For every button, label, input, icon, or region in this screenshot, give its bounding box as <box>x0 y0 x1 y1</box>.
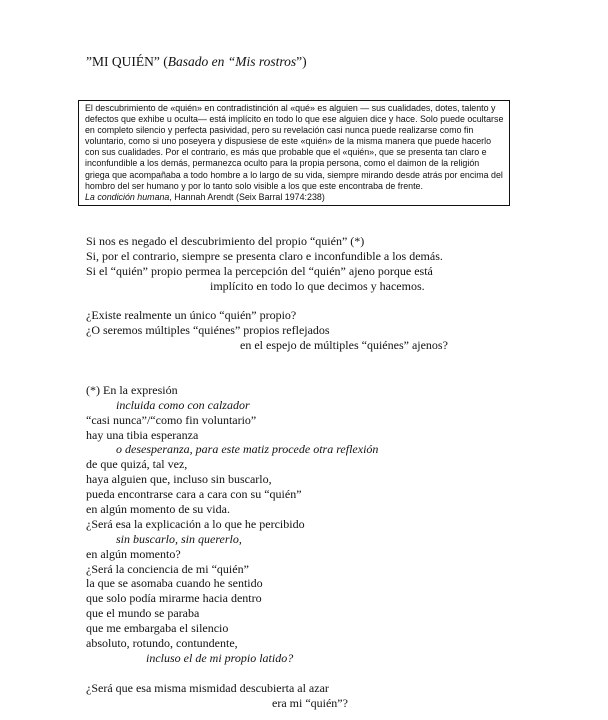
stanza-gap <box>86 353 448 368</box>
poem-line: que solo podía mirarme hacia dentro <box>86 591 262 606</box>
poem-line: absoluto, rotundo, contundente, <box>86 636 238 651</box>
poem-line: “casi nunca”/“como fin voluntario” <box>86 412 257 427</box>
citation-rest: , Hannah Arendt (Seix Barral 1974:238) <box>169 191 325 202</box>
poem-line: Si el “quién” propio permea la percepción del “quién” ajeno porque está <box>86 263 433 278</box>
poem-line: o desesperanza, para este matiz procede otra reflexión <box>116 442 379 457</box>
poem-line: ¿Existe realmente un único “quién” propio? <box>86 308 297 323</box>
quote-line: inconfundible a los demás, permanezca oculto para la propia persona, como el daimon de la religión <box>85 158 480 169</box>
poem-line: (*) En la expresión <box>86 382 178 397</box>
poem-line: la que se asomaba cuando he sentido <box>86 576 263 591</box>
poem-line: incluso el de mi propio latido? <box>146 650 294 665</box>
poem-line: ¿Será esa la explicación a lo que he percibido <box>86 516 305 531</box>
quote-line: griega que acompañaba a todo hombre a lo largo de su vida, siempre mirando desde atrás por encima del <box>85 169 503 180</box>
poem-line: incluida como con calzador <box>116 397 250 412</box>
poem-line: Si nos es negado el descubrimiento del propio “quién” (*) <box>86 234 365 248</box>
poem-line: en algún momento? <box>86 546 181 561</box>
title-main: ”MI QUIÉN” ( <box>86 54 168 69</box>
quote-citation <box>85 192 501 203</box>
poem-line: pueda encontrarse cara a cara con su “quién” <box>86 487 302 502</box>
poem-line: que el mundo se paraba <box>86 606 200 621</box>
poem-line: Si, por el contrario, siempre se presenta claro e inconfundible a los demás. <box>86 248 443 263</box>
quote-line: con sus cualidades. Por el contrario, es más que probable que el «quién», que se presenta tan claro e <box>85 147 487 158</box>
title-based-on: Basado en “Mis rostros <box>167 54 297 69</box>
stanza-gap <box>86 294 448 309</box>
quote-line: voluntario, como si uno poseyera y dispusiese de este «quién» de la misma manera que puede hacerlo <box>85 136 492 147</box>
quote-line: hombro del ser humano y por lo tanto solo visible a los que este encontraba de frente. <box>85 180 423 191</box>
quote-line: El descubrimiento de «quién» en contradistinción al «qué» es alguien — sus cualidades, dotes, talento y <box>85 103 496 113</box>
poem-line: sin buscarlo, sin quererlo, <box>116 531 242 546</box>
poem-line: en algún momento de su vida. <box>86 502 230 517</box>
poem-line: en el espejo de múltiples “quiénes” ajenos? <box>240 338 448 353</box>
quote-box <box>78 100 510 206</box>
poem-line: hay una tibia esperanza <box>86 427 199 442</box>
poem-line: ¿Será que esa misma mismidad descubierta al azar <box>86 680 329 695</box>
citation-title: La condición humana <box>85 191 170 202</box>
poem <box>86 234 448 711</box>
poem-line: implícito en todo lo que decimos y hacemos. <box>210 278 425 293</box>
poem-line: ¿O seremos múltiples “quiénes” propios reflejados <box>86 323 330 338</box>
quote-line: defectos que exhibe u oculta— está implícito en todo lo que ese alguien dice y hace. Solo puede ocultarse <box>85 114 504 125</box>
poem-line: ¿Será la conciencia de mi “quién” <box>86 561 249 576</box>
poem-line: haya alguien que, incluso sin buscarlo, <box>86 472 272 487</box>
page-title <box>86 54 307 70</box>
poem-line: de que quizá, tal vez, <box>86 457 188 472</box>
title-close: ”) <box>296 54 307 69</box>
quote-line: en completo silencio y perfecta pasividad, pero su revelación casi nunca puede realizarse como fin <box>85 125 474 136</box>
stanza-gap <box>86 666 448 681</box>
stanza-gap <box>86 368 448 383</box>
poem-line: era mi “quién”? <box>272 695 348 710</box>
poem-line: que me embargaba el silencio <box>86 621 229 636</box>
